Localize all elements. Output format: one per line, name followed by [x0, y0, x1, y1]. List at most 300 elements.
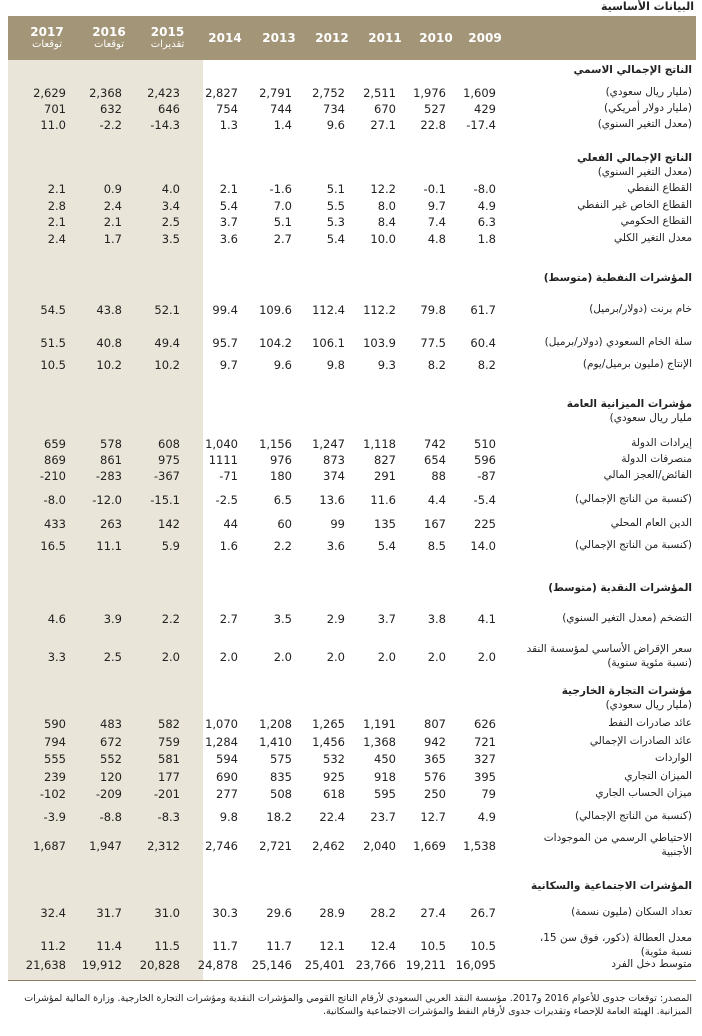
cell-2012: 5.5 [326, 199, 345, 213]
cell-2010: 1,669 [413, 839, 446, 853]
cell-2010: 4.8 [427, 232, 446, 246]
cell-2011: 103.9 [363, 336, 396, 350]
cell-2011: 8.0 [377, 199, 396, 213]
cell-2010: 742 [424, 437, 446, 451]
cell-2009: 510 [474, 437, 496, 451]
cell-2012: 1,456 [312, 735, 345, 749]
cell-2009: -8.0 [473, 182, 496, 196]
cell-2012: 2,752 [312, 86, 345, 100]
cell-2016: -8.8 [99, 810, 122, 824]
row-label: الإنتاج (مليون برميل/يوم) [582, 358, 692, 370]
header-2013: 2013 [262, 31, 296, 45]
cell-2016: 10.2 [96, 358, 122, 372]
cell-2015: 2.2 [161, 612, 180, 626]
cell-2009: 2.0 [477, 650, 496, 664]
cell-2015: -201 [153, 787, 180, 801]
cell-2009: 1,609 [463, 86, 496, 100]
cell-2010: 654 [424, 453, 446, 467]
cell-2011: 918 [374, 770, 396, 784]
cell-2013: 744 [270, 102, 292, 116]
cell-2014: 9.8 [219, 810, 238, 824]
cell-2009: 626 [474, 717, 496, 731]
row-label: عائد صادرات النفط [608, 717, 692, 729]
cell-2012: 873 [323, 453, 345, 467]
cell-2013: 3.5 [273, 612, 292, 626]
cell-2014: 99.4 [212, 303, 238, 317]
row-label: خام برنت (دولار/برميل) [589, 303, 692, 315]
cell-2012: 374 [323, 469, 345, 483]
cell-2017: 21,638 [25, 958, 66, 972]
cell-2016: 552 [100, 752, 122, 766]
cell-2015: 2,312 [147, 839, 180, 853]
cell-2017: 1,687 [33, 839, 66, 853]
header-2015: 2015 تقديرات [150, 25, 185, 50]
cell-2009: 4.9 [477, 810, 496, 824]
cell-2017: 433 [44, 517, 66, 531]
cell-2012: 2,462 [312, 839, 345, 853]
cell-2015: 52.1 [154, 303, 180, 317]
cell-2010: 8.2 [427, 358, 446, 372]
cell-2015: -367 [153, 469, 180, 483]
section-real-gdp: الناتج الإجمالي الفعلي [576, 152, 692, 164]
cell-2013: 2.7 [273, 232, 292, 246]
cell-2014: 2,827 [205, 86, 238, 100]
cell-2009: -17.4 [466, 118, 496, 132]
cell-2011: 12.4 [370, 939, 396, 953]
cell-2009: -87 [477, 469, 496, 483]
cell-2013: 2,791 [259, 86, 292, 100]
cell-2012: 734 [323, 102, 345, 116]
cell-2010: 250 [424, 787, 446, 801]
cell-2016: 40.8 [96, 336, 122, 350]
cell-2009: 225 [474, 517, 496, 531]
cell-2015: 3.4 [161, 199, 180, 213]
cell-2013: 1,410 [259, 735, 292, 749]
cell-2010: 77.5 [420, 336, 446, 350]
cell-2014: 2.0 [219, 650, 238, 664]
cell-2011: 595 [374, 787, 396, 801]
cell-2017: 11.2 [40, 939, 66, 953]
cell-2015: 10.2 [154, 358, 180, 372]
cell-2010: 79.8 [420, 303, 446, 317]
cell-2011: 827 [374, 453, 396, 467]
row-label-continued: الأجنبية [661, 846, 692, 858]
cell-2013: 2.2 [273, 539, 292, 553]
cell-2015: 608 [158, 437, 180, 451]
header-2012: 2012 [315, 31, 349, 45]
cell-2011: 11.6 [370, 493, 396, 507]
cell-2009: 4.9 [477, 199, 496, 213]
cell-2011: 291 [374, 469, 396, 483]
row-label: الميزان التجاري [624, 770, 692, 782]
cell-2016: 0.9 [103, 182, 122, 196]
cell-2013: 180 [270, 469, 292, 483]
cell-2014: 95.7 [212, 336, 238, 350]
cell-2009: 429 [474, 102, 496, 116]
cell-2016: 2.4 [103, 199, 122, 213]
cell-2012: 5.4 [326, 232, 345, 246]
section-budget: مؤشرات الميزانية العامة [566, 398, 692, 410]
cell-2012: 1,247 [312, 437, 345, 451]
cell-2015: -14.3 [150, 118, 180, 132]
cell-2013: 2,721 [259, 839, 292, 853]
cell-2017: 794 [44, 735, 66, 749]
cell-2009: 60.4 [470, 336, 496, 350]
cell-2010: 2.0 [427, 650, 446, 664]
cell-2011: 28.2 [370, 906, 396, 920]
section-oil: المؤشرات النفطية (متوسط) [543, 272, 692, 284]
header-2016: 2016 توقعات [92, 25, 126, 50]
cell-2014: 754 [216, 102, 238, 116]
cell-2013: 508 [270, 787, 292, 801]
cell-2017: 2.8 [47, 199, 66, 213]
cell-2014: 2.7 [219, 612, 238, 626]
header-2011: 2011 [368, 31, 402, 45]
cell-2009: 6.3 [477, 215, 496, 229]
cell-2016: 861 [100, 453, 122, 467]
section-social: المؤشرات الاجتماعية والسكانية [531, 880, 692, 892]
cell-2011: 2,040 [363, 839, 396, 853]
cell-2013: 109.6 [259, 303, 292, 317]
cell-2015: 20,828 [139, 958, 180, 972]
cell-2017: 3.3 [47, 650, 66, 664]
cell-2010: 1,976 [413, 86, 446, 100]
cell-2016: 120 [100, 770, 122, 784]
cell-2015: 3.5 [161, 232, 180, 246]
cell-2009: 596 [474, 453, 496, 467]
cell-2009: 79 [481, 787, 496, 801]
cell-2012: 1,265 [312, 717, 345, 731]
table-bottom-rule [8, 980, 696, 981]
cell-2013: 1,208 [259, 717, 292, 731]
cell-2010: 12.7 [420, 810, 446, 824]
cell-2015: 2,423 [147, 86, 180, 100]
row-label: (كنسبة من الناتج الإجمالي) [575, 493, 692, 505]
cell-2015: 581 [158, 752, 180, 766]
cell-2012: 5.1 [326, 182, 345, 196]
cell-2016: 263 [100, 517, 122, 531]
cell-2010: 3.8 [427, 612, 446, 626]
cell-2015: 11.5 [154, 939, 180, 953]
cell-2013: 1.4 [273, 118, 292, 132]
row-label: الاحتياطي الرسمي من الموجودات [543, 832, 692, 844]
cell-2010: 19,211 [405, 958, 446, 972]
cell-2009: 14.0 [470, 539, 496, 553]
cell-2012: 28.9 [319, 906, 345, 920]
section-nominal-gdp: الناتج الإجمالي الاسمي [573, 64, 692, 76]
cell-2013: -1.6 [269, 182, 292, 196]
cell-2011: 5.4 [377, 539, 396, 553]
cell-2016: 2.5 [103, 650, 122, 664]
cell-2011: 23.7 [370, 810, 396, 824]
cell-2016: 2,368 [89, 86, 122, 100]
header-2014: 2014 [208, 31, 242, 45]
cell-2016: 672 [100, 735, 122, 749]
cell-2017: 51.5 [40, 336, 66, 350]
cell-2012: 22.4 [319, 810, 345, 824]
cell-2012: 9.6 [326, 118, 345, 132]
cell-2010: 527 [424, 102, 446, 116]
cell-2010: 4.4 [427, 493, 446, 507]
cell-2017: 2.1 [47, 215, 66, 229]
cell-2013: 2.0 [273, 650, 292, 664]
cell-2014: -2.5 [215, 493, 238, 507]
cell-2010: 576 [424, 770, 446, 784]
cell-2017: -102 [39, 787, 66, 801]
cell-2010: 8.5 [427, 539, 446, 553]
cell-2017: 590 [44, 717, 66, 731]
cell-2016: 31.7 [96, 906, 122, 920]
cell-2012: 112.4 [312, 303, 345, 317]
cell-2009: 395 [474, 770, 496, 784]
cell-2016: 1.7 [103, 232, 122, 246]
cell-2015: 582 [158, 717, 180, 731]
cell-2011: 2,511 [363, 86, 396, 100]
cell-2014: 594 [216, 752, 238, 766]
cell-2016: -283 [95, 469, 122, 483]
cell-2016: 632 [100, 102, 122, 116]
cell-2010: 27.4 [420, 906, 446, 920]
cell-2014: 2.1 [219, 182, 238, 196]
cell-2016: 43.8 [96, 303, 122, 317]
row-label: القطاع الحكومي [620, 215, 692, 227]
cell-2010: 807 [424, 717, 446, 731]
cell-2014: 24,878 [197, 958, 238, 972]
row-label: ميزان الحساب الجاري [595, 787, 692, 799]
cell-2015: 4.0 [161, 182, 180, 196]
cell-2009: 327 [474, 752, 496, 766]
cell-2015: -15.1 [150, 493, 180, 507]
cell-2013: 104.2 [259, 336, 292, 350]
row-label: سعر الإقراض الأساسي لمؤسسة النقد [526, 643, 692, 655]
header-2010: 2010 [419, 31, 453, 45]
cell-2013: 60 [277, 517, 292, 531]
row-label-continued: نسبة مئوية) [640, 946, 692, 958]
section-monetary: المؤشرات النقدية (متوسط) [548, 582, 692, 594]
row-label: تعداد السكان (مليون نسمة) [571, 906, 692, 918]
cell-2017: 869 [44, 453, 66, 467]
cell-2013: 9.6 [273, 358, 292, 372]
cell-2017: 2,629 [33, 86, 66, 100]
cell-2009: -5.4 [473, 493, 496, 507]
cell-2017: 10.5 [40, 358, 66, 372]
cell-2014: 44 [223, 517, 238, 531]
cell-2011: 1,368 [363, 735, 396, 749]
cell-2010: 10.5 [420, 939, 446, 953]
cell-2010: 7.4 [427, 215, 446, 229]
cell-2014: 277 [216, 787, 238, 801]
cell-2011: 1,191 [363, 717, 396, 731]
row-label: معدل العطالة (ذكور، فوق سن 15، [539, 932, 692, 944]
cell-2013: 11.7 [266, 939, 292, 953]
cell-2013: 835 [270, 770, 292, 784]
cell-2016: 483 [100, 717, 122, 731]
cell-2011: 135 [374, 517, 396, 531]
row-label: القطاع النفطي [627, 182, 692, 194]
cell-2012: 618 [323, 787, 345, 801]
cell-2014: 690 [216, 770, 238, 784]
cell-2017: 32.4 [40, 906, 66, 920]
section-trade: مؤشرات التجارة الخارجية [561, 685, 692, 697]
cell-2012: 925 [323, 770, 345, 784]
row-label: (كنسبة من الناتج الإجمالي) [575, 810, 692, 822]
cell-2017: -3.9 [43, 810, 66, 824]
cell-2015: -8.3 [157, 810, 180, 824]
cell-2015: 759 [158, 735, 180, 749]
row-label-continued: (نسبة مئوية سنوية) [607, 657, 692, 669]
cell-2017: -8.0 [43, 493, 66, 507]
cell-2016: -12.0 [92, 493, 122, 507]
cell-2015: 49.4 [154, 336, 180, 350]
cell-2014: 1,284 [205, 735, 238, 749]
header-2017: 2017 توقعات [30, 25, 64, 50]
cell-2015: 646 [158, 102, 180, 116]
row-label: معدل التغير الكلي [614, 232, 692, 244]
cell-2014: 30.3 [212, 906, 238, 920]
cell-2013: 1,156 [259, 437, 292, 451]
cell-2014: 11.7 [212, 939, 238, 953]
row-label: (معدل التغير السنوي) [597, 118, 692, 130]
cell-2010: 88 [431, 469, 446, 483]
cell-2011: 23,766 [355, 958, 396, 972]
cell-2015: 177 [158, 770, 180, 784]
row-label: الواردات [654, 752, 692, 764]
cell-2011: 112.2 [363, 303, 396, 317]
cell-2009: 26.7 [470, 906, 496, 920]
cell-2014: 3.6 [219, 232, 238, 246]
cell-2011: 10.0 [370, 232, 396, 246]
cell-2017: -210 [39, 469, 66, 483]
cell-2016: 19,912 [81, 958, 122, 972]
cell-2012: 99 [330, 517, 345, 531]
cell-2016: 578 [100, 437, 122, 451]
cell-2011: 670 [374, 102, 396, 116]
cell-2012: 3.6 [326, 539, 345, 553]
row-label: إيرادات الدولة [631, 437, 692, 449]
cell-2015: 975 [158, 453, 180, 467]
cell-2012: 2.9 [326, 612, 345, 626]
cell-2012: 9.8 [326, 358, 345, 372]
cell-2012: 5.3 [326, 215, 345, 229]
row-label: القطاع الخاص غير النفطي [577, 199, 692, 211]
cell-2014: 1,040 [205, 437, 238, 451]
row-label: (كنسبة من الناتج الإجمالي) [575, 539, 692, 551]
cell-2014: 1,070 [205, 717, 238, 731]
row-label: التضخم (معدل التغير السنوي) [562, 612, 692, 624]
cell-2017: 11.0 [40, 118, 66, 132]
cell-2013: 976 [270, 453, 292, 467]
cell-2012: 532 [323, 752, 345, 766]
cell-2010: -0.1 [423, 182, 446, 196]
cell-2016: 11.1 [96, 539, 122, 553]
cell-2016: 1,947 [89, 839, 122, 853]
cell-2014: 5.4 [219, 199, 238, 213]
cell-2014: -71 [219, 469, 238, 483]
cell-2013: 7.0 [273, 199, 292, 213]
row-label: متوسط دخل الفرد [611, 958, 692, 970]
cell-2009: 1,538 [463, 839, 496, 853]
cell-2011: 450 [374, 752, 396, 766]
source-note: المصدر: توقعات جدوى للأعوام 2016 و2017. مؤسسة النقد العربي السعودي لأرقام الناتج القومي والمؤشرات النقدية ومؤشرات التجارة الخارجية. وزارة المالية لمؤشرات الميزانية. الهيئة العامة للإحصاء وتقديرات جدوى لأرقام النفط والمؤشرات الاجتماعية والسكانية. [24, 993, 692, 1017]
cell-2014: 2,746 [205, 839, 238, 853]
cell-2013: 5.1 [273, 215, 292, 229]
cell-2012: 2.0 [326, 650, 345, 664]
cell-2016: -209 [95, 787, 122, 801]
cell-2013: 29.6 [266, 906, 292, 920]
cell-2016: -2.2 [99, 118, 122, 132]
row-label: عائد الصادرات الإجمالي [589, 735, 692, 747]
cell-2009: 61.7 [470, 303, 496, 317]
cell-2010: 167 [424, 517, 446, 531]
cell-2016: 11.4 [96, 939, 122, 953]
cell-2015: 2.5 [161, 215, 180, 229]
header-2009: 2009 [468, 31, 502, 45]
cell-2014: 3.7 [219, 215, 238, 229]
section-real-gdp-note: (معدل التغير السنوي) [597, 166, 692, 178]
cell-2011: 9.3 [377, 358, 396, 372]
cell-2011: 3.7 [377, 612, 396, 626]
row-label: الفائض/العجز المالي [603, 469, 692, 481]
cell-2017: 555 [44, 752, 66, 766]
cell-2015: 2.0 [161, 650, 180, 664]
cell-2014: 1.6 [219, 539, 238, 553]
cell-2010: 9.7 [427, 199, 446, 213]
cell-2011: 1,118 [363, 437, 396, 451]
cell-2017: 2.4 [47, 232, 66, 246]
cell-2013: 575 [270, 752, 292, 766]
cell-2012: 25,401 [304, 958, 345, 972]
cell-2009: 10.5 [470, 939, 496, 953]
cell-2014: 1.3 [219, 118, 238, 132]
cell-2013: 18.2 [266, 810, 292, 824]
cell-2017: 2.1 [47, 182, 66, 196]
cell-2017: 16.5 [40, 539, 66, 553]
cell-2009: 16,095 [455, 958, 496, 972]
section-budget-note: مليار ريال سعودي) [609, 412, 692, 424]
cell-2017: 54.5 [40, 303, 66, 317]
cell-2016: 2.1 [103, 215, 122, 229]
cell-2009: 8.2 [477, 358, 496, 372]
cell-2013: 25,146 [251, 958, 292, 972]
section-trade-note: (مليار ريال سعودي) [605, 699, 692, 711]
cell-2012: 106.1 [312, 336, 345, 350]
cell-2017: 659 [44, 437, 66, 451]
cell-2012: 13.6 [319, 493, 345, 507]
cell-2011: 2.0 [377, 650, 396, 664]
row-label: (مليار دولار أمريكي) [603, 102, 692, 114]
cell-2009: 721 [474, 735, 496, 749]
cell-2015: 5.9 [161, 539, 180, 553]
cell-2009: 4.1 [477, 612, 496, 626]
cell-2017: 239 [44, 770, 66, 784]
cell-2010: 942 [424, 735, 446, 749]
row-label: منصرفات الدولة [621, 453, 692, 465]
cell-2011: 27.1 [370, 118, 396, 132]
cell-2010: 365 [424, 752, 446, 766]
row-label: سلة الخام السعودي (دولار/برميل) [544, 336, 692, 348]
cell-2014: 1111 [208, 453, 238, 467]
cell-2017: 701 [44, 102, 66, 116]
cell-2014: 9.7 [219, 358, 238, 372]
page-title: البيانات الأساسية [600, 0, 694, 13]
cell-2013: 6.5 [273, 493, 292, 507]
cell-2016: 3.9 [103, 612, 122, 626]
row-label: (مليار ريال سعودي) [605, 86, 692, 98]
cell-2015: 142 [158, 517, 180, 531]
cell-2015: 31.0 [154, 906, 180, 920]
row-label: الدين العام المحلي [610, 517, 692, 529]
cell-2010: 22.8 [420, 118, 446, 132]
